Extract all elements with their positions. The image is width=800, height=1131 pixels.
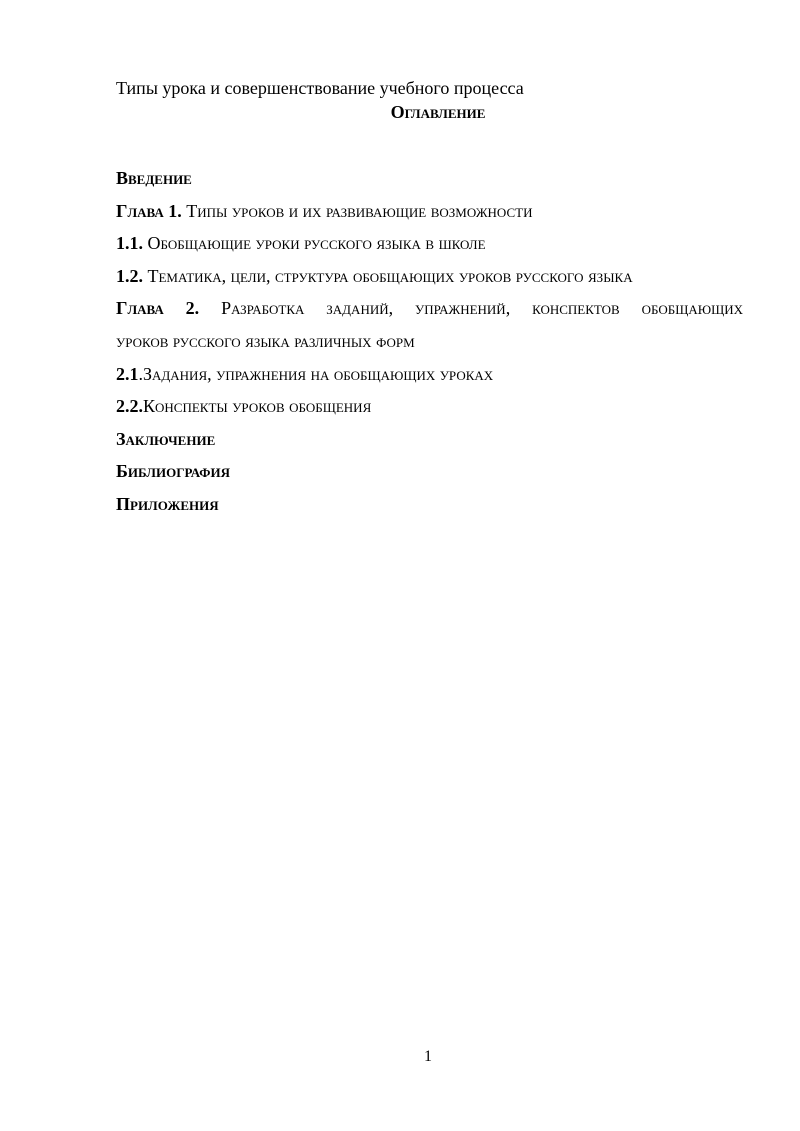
toc-section-2-1-number: 2.1 bbox=[116, 363, 139, 384]
toc-entry-chapter-2-continuation: уроков русского языка различных форм bbox=[116, 330, 415, 351]
toc-heading: Оглавление bbox=[390, 102, 486, 122]
toc-chapter-2-number: Глава 2. bbox=[116, 298, 200, 319]
toc-entry-section-1-1 bbox=[116, 227, 743, 260]
toc-section-1-1-title: Обобщающие уроки русского языка в школе bbox=[143, 233, 486, 254]
toc-entry-appendices: Приложения bbox=[116, 493, 219, 514]
toc-entry-chapter-2 bbox=[116, 292, 743, 325]
toc-chapter-1-number: Глава 1. bbox=[116, 200, 182, 221]
table-of-contents bbox=[116, 162, 743, 521]
toc-entry-bibliography: Библиография bbox=[116, 461, 230, 482]
toc-entry-chapter-1 bbox=[116, 195, 743, 228]
toc-chapter-1-title: Типы уроков и их развивающие возможности bbox=[181, 200, 533, 221]
toc-section-2-1-title: .Задания, упражнения на обобщающих уроках bbox=[138, 363, 494, 384]
toc-entry-introduction: Введение bbox=[116, 168, 192, 188]
toc-entry-section-2-1 bbox=[116, 358, 743, 391]
toc-section-1-1-number: 1.1. bbox=[116, 233, 143, 254]
toc-entry-section-2-2 bbox=[116, 390, 743, 423]
toc-section-1-2-number: 1.2. bbox=[116, 265, 143, 286]
page-number: 1 bbox=[424, 1048, 432, 1065]
toc-entry-section-1-2 bbox=[116, 260, 743, 293]
document-title: Типы урока и совершенствование учебного процесса bbox=[116, 78, 524, 98]
toc-section-2-2-number: 2.2. bbox=[116, 396, 143, 417]
toc-chapter-2-title-line-1: Разработка заданий, упражнений, конспектов обобщающих bbox=[199, 298, 743, 319]
toc-section-1-2-title: Тематика, цели, структура обобщающих уроков русского языка bbox=[143, 265, 633, 286]
toc-section-2-2-title: Конспекты уроков обобщения bbox=[143, 396, 372, 417]
toc-entry-conclusion: Заключение bbox=[116, 428, 216, 449]
